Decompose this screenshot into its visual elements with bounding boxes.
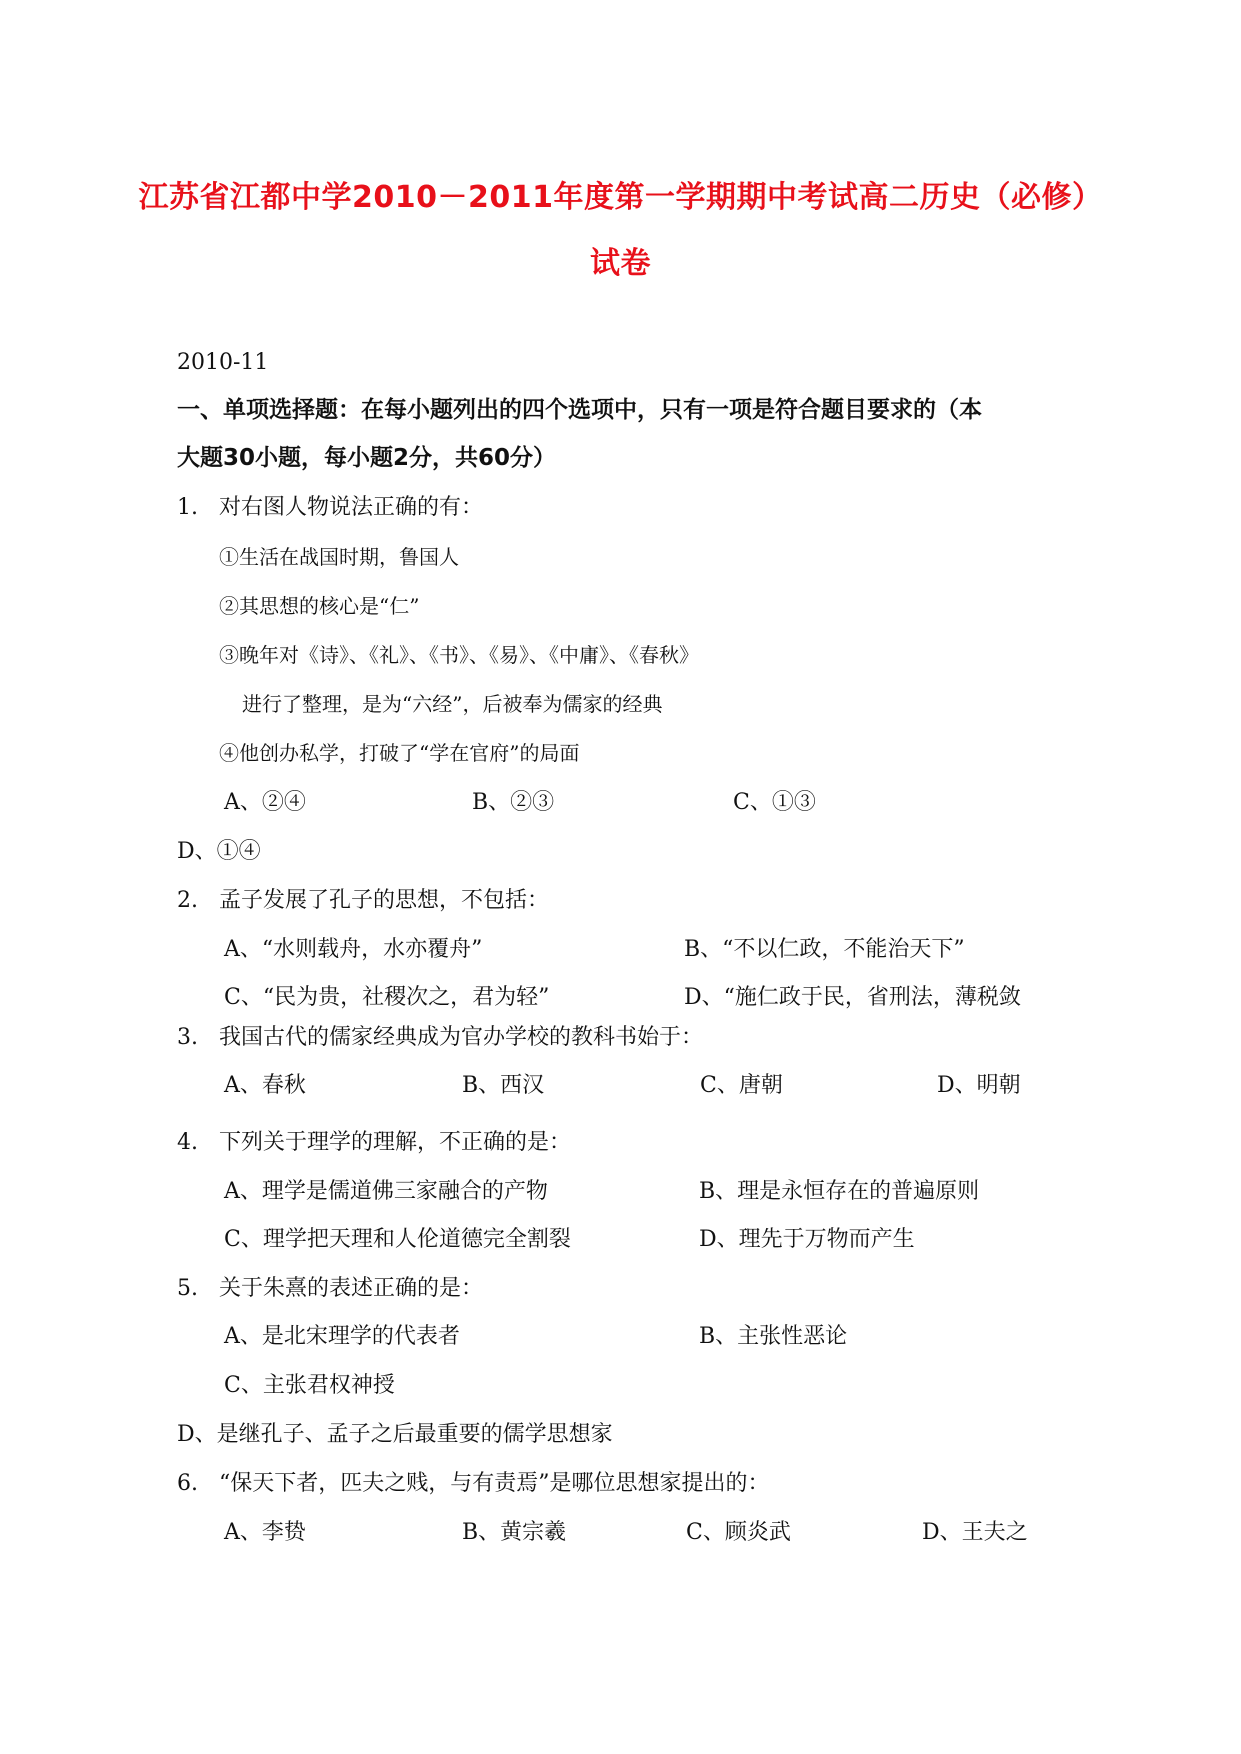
question-stem: 我国古代的儒家经典成为官办学校的教科书始于：	[219, 1025, 704, 1050]
section-heading-line2: 大题30小题，每小题2分，共60分）	[177, 445, 557, 471]
q6-option-d: D、王夫之	[922, 1520, 1028, 1545]
q1-option-d: D、①④	[177, 839, 261, 864]
question-5	[177, 1274, 483, 1304]
q5-option-b: B、主张性恶论	[699, 1324, 848, 1349]
exam-title-line1: 江苏省江都中学2010－2011年度第一学期期中考试高二历史（必修）	[138, 180, 1103, 215]
question-stem: 关于朱熹的表述正确的是：	[219, 1276, 484, 1301]
question-number: 1.	[177, 495, 198, 520]
q4-option-d: D、理先于万物而产生	[699, 1227, 915, 1252]
question-number: 4.	[177, 1130, 198, 1155]
question-1	[177, 493, 483, 523]
q1-option-c: C、①③	[733, 790, 816, 815]
q1-statement-1: ①生活在战国时期，鲁国人	[219, 545, 459, 569]
q1-option-a: A、②④	[224, 790, 306, 815]
q3-option-c: C、唐朝	[700, 1073, 783, 1098]
q1-statement-4: ④他创办私学，打破了“学在官府”的局面	[219, 741, 580, 765]
q2-option-b: B、“不以仁政，不能治天下”	[684, 937, 965, 962]
question-stem: “保天下者，匹夫之贱，与有责焉”是哪位思想家提出的：	[219, 1471, 770, 1496]
question-number: 3.	[177, 1025, 198, 1050]
q3-option-d: D、明朝	[937, 1073, 1021, 1098]
q5-option-a: A、是北宋理学的代表者	[224, 1324, 460, 1349]
q1-option-b: B、②③	[472, 790, 555, 815]
q6-option-c: C、顾炎武	[686, 1520, 791, 1545]
q5-option-c: C、主张君权神授	[224, 1373, 395, 1398]
question-4	[177, 1128, 571, 1158]
q1-statement-3: ③晚年对《诗》、《礼》、《书》、《易》、《中庸》、《春秋》	[219, 643, 699, 667]
q4-option-a: A、理学是儒道佛三家融合的产物	[224, 1179, 548, 1204]
question-stem: 下列关于理学的理解，不正确的是：	[219, 1130, 572, 1155]
q1-statement-3-cont: 进行了整理，是为“六经”，后被奉为儒家的经典	[242, 692, 663, 716]
q5-option-d: D、是继孔子、孟子之后最重要的儒学思想家	[177, 1422, 613, 1447]
question-6	[177, 1469, 770, 1499]
question-stem: 对右图人物说法正确的有：	[219, 495, 484, 520]
question-3	[177, 1023, 703, 1053]
q6-option-a: A、李贽	[224, 1520, 306, 1545]
question-2	[177, 886, 549, 916]
section-heading-line1: 一、单项选择题：在每小题列出的四个选项中，只有一项是符合题目要求的（本	[177, 397, 982, 423]
exam-title-line2: 试卷	[590, 246, 651, 281]
q2-option-a: A、“水则载舟，水亦覆舟”	[224, 937, 483, 962]
q4-option-b: B、理是永恒存在的普遍原则	[699, 1179, 980, 1204]
q3-option-b: B、西汉	[462, 1073, 545, 1098]
question-number: 6.	[177, 1471, 198, 1496]
q3-option-a: A、春秋	[224, 1073, 306, 1098]
q2-option-c: C、“民为贵，社稷次之，君为轻”	[224, 985, 550, 1010]
exam-date: 2010-11	[177, 350, 269, 375]
q1-statement-2: ②其思想的核心是“仁”	[219, 594, 420, 618]
q2-option-d: D、“施仁政于民，省刑法，薄税敛	[684, 985, 1021, 1010]
question-stem: 孟子发展了孔子的思想，不包括：	[219, 888, 550, 913]
question-number: 5.	[177, 1276, 198, 1301]
question-number: 2.	[177, 888, 198, 913]
q4-option-c: C、理学把天理和人伦道德完全割裂	[224, 1227, 571, 1252]
q6-option-b: B、黄宗羲	[462, 1520, 567, 1545]
